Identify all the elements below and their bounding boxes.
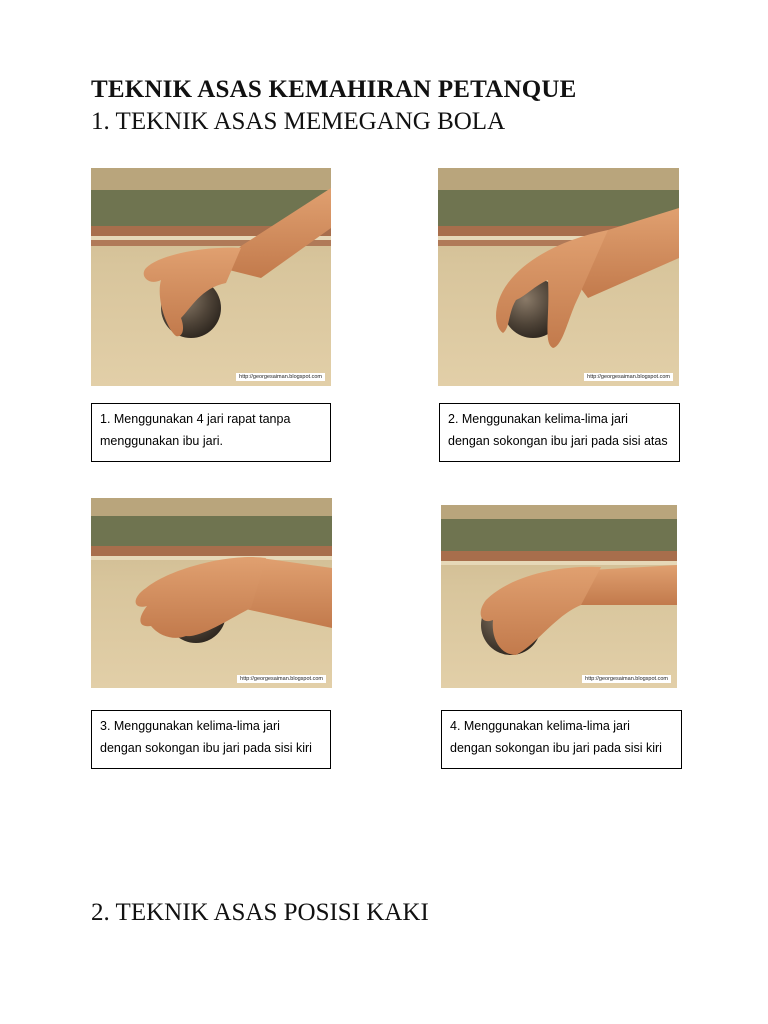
watermark-text: http://georgesaiman.blogspot.com xyxy=(582,675,671,683)
watermark-text: http://georgesaiman.blogspot.com xyxy=(237,675,326,683)
grip-photo-3 xyxy=(91,498,332,688)
watermark-text: http://georgesaiman.blogspot.com xyxy=(584,373,673,381)
grip-caption-4: 4. Menggunakan kelima-lima jari dengan sokongan ibu jari pada sisi kiri xyxy=(441,710,682,769)
grip-photo-1 xyxy=(91,168,331,386)
watermark-text: http://georgesaiman.blogspot.com xyxy=(236,373,325,381)
grip-caption-1: 1. Menggunakan 4 jari rapat tanpa menggunakan ibu jari. xyxy=(91,403,331,462)
section-heading-foot-position: 2. TEKNIK ASAS POSISI KAKI xyxy=(91,899,429,926)
grip-caption-3: 3. Menggunakan kelima-lima jari dengan sokongan ibu jari pada sisi kiri xyxy=(91,710,331,769)
grip-caption-2: 2. Menggunakan kelima-lima jari dengan sokongan ibu jari pada sisi atas xyxy=(439,403,680,462)
section-heading-grip: 1. TEKNIK ASAS MEMEGANG BOLA xyxy=(91,108,506,135)
grip-photo-2 xyxy=(438,168,679,386)
page-title: TEKNIK ASAS KEMAHIRAN PETANQUE xyxy=(91,76,577,103)
grip-photo-4 xyxy=(441,505,677,688)
